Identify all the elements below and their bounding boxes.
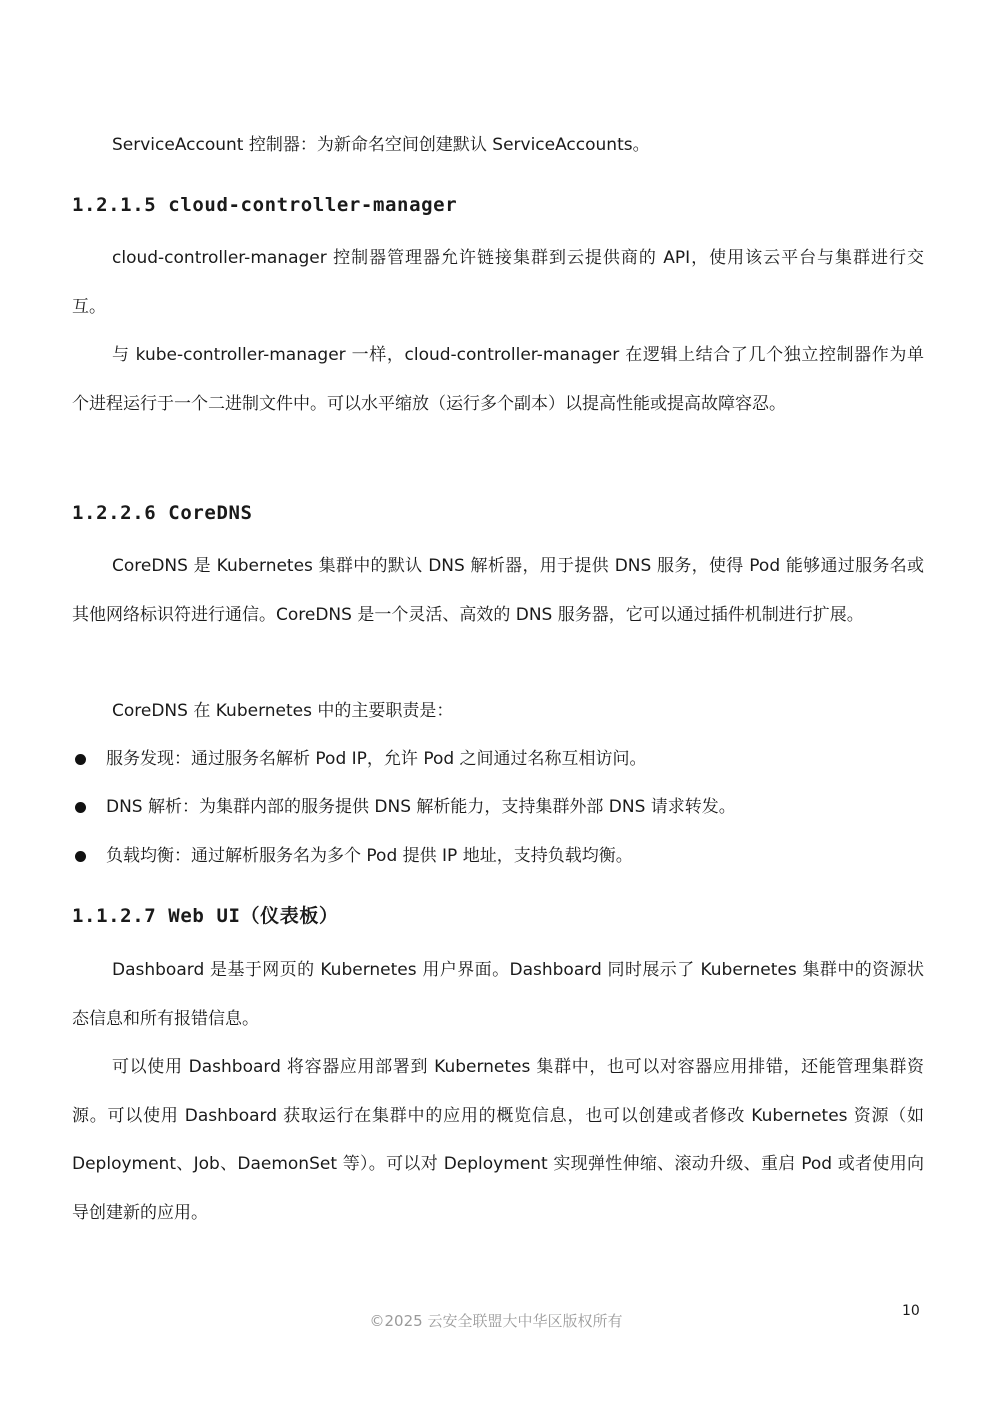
- list-item: [72, 744, 924, 774]
- paragraph-coredns-intro: CoreDNS 是 Kubernetes 集群中的默认 DNS 解析器，用于提供 DNS 服务，使得 Pod 能够通过服务名或其他网络标识符进行通信。CoreDNS 是一个灵活、高效的 DNS 服务器，它可以通过插件机制进行扩展。: [72, 556, 924, 625]
- list-item: [72, 792, 924, 822]
- bullet-icon: [75, 754, 86, 765]
- heading-web-ui: 1.1.2.7 Web UI（仪表板）: [72, 905, 339, 927]
- bullet-icon: [75, 802, 86, 813]
- paragraph-coredns-duties: CoreDNS 在 Kubernetes 中的主要职责是：: [112, 701, 454, 721]
- list-item-text: 负载均衡：通过解析服务名为多个 Pod 提供 IP 地址，支持负载均衡。: [106, 846, 633, 866]
- list-item-text: DNS 解析：为集群内部的服务提供 DNS 解析能力，支持集群外部 DNS 请求转发。: [106, 797, 736, 817]
- list-item-text: 服务发现：通过服务名解析 Pod IP，允许 Pod 之间通过名称互相访问。: [106, 749, 647, 769]
- paragraph-cloud-controller-intro: cloud-controller-manager 控制器管理器允许链接集群到云提供商的 API，使用该云平台与集群进行交互。: [72, 248, 924, 317]
- paragraph-cloud-controller-detail: 与 kube-controller-manager 一样，cloud-controller-manager 在逻辑上结合了几个独立控制器作为单个进程运行于一个二进制文件中。可以水平缩放（运行多个副本）以提高性能或提高故障容忍。: [72, 345, 924, 414]
- bullet-icon: [75, 851, 86, 862]
- paragraph-dashboard-usage: 可以使用 Dashboard 将容器应用部署到 Kubernetes 集群中，也可以对容器应用排错，还能管理集群资源。可以使用 Dashboard 获取运行在集群中的应用的概览信息，也可以创建或者修改 Kubernetes 资源（如 Deployment、Job、DaemonSet 等）。可以对 Deployment 实现弹性伸缩、滚动升级、重启 Pod 或者使用向导创建新的应用。: [72, 1057, 924, 1223]
- heading-coredns: 1.2.2.6 CoreDNS: [72, 502, 253, 524]
- list-item: [72, 841, 924, 871]
- page-number: 10: [902, 1303, 920, 1319]
- paragraph-dashboard-intro: Dashboard 是基于网页的 Kubernetes 用户界面。Dashboard 同时展示了 Kubernetes 集群中的资源状态信息和所有报错信息。: [72, 960, 924, 1029]
- paragraph-serviceaccount: ServiceAccount 控制器：为新命名空间创建默认 ServiceAccounts。: [112, 135, 650, 155]
- copyright-footer: ©2025 云安全联盟大中华区版权所有: [369, 1312, 623, 1330]
- heading-cloud-controller-manager: 1.2.1.5 cloud-controller-manager: [72, 194, 458, 216]
